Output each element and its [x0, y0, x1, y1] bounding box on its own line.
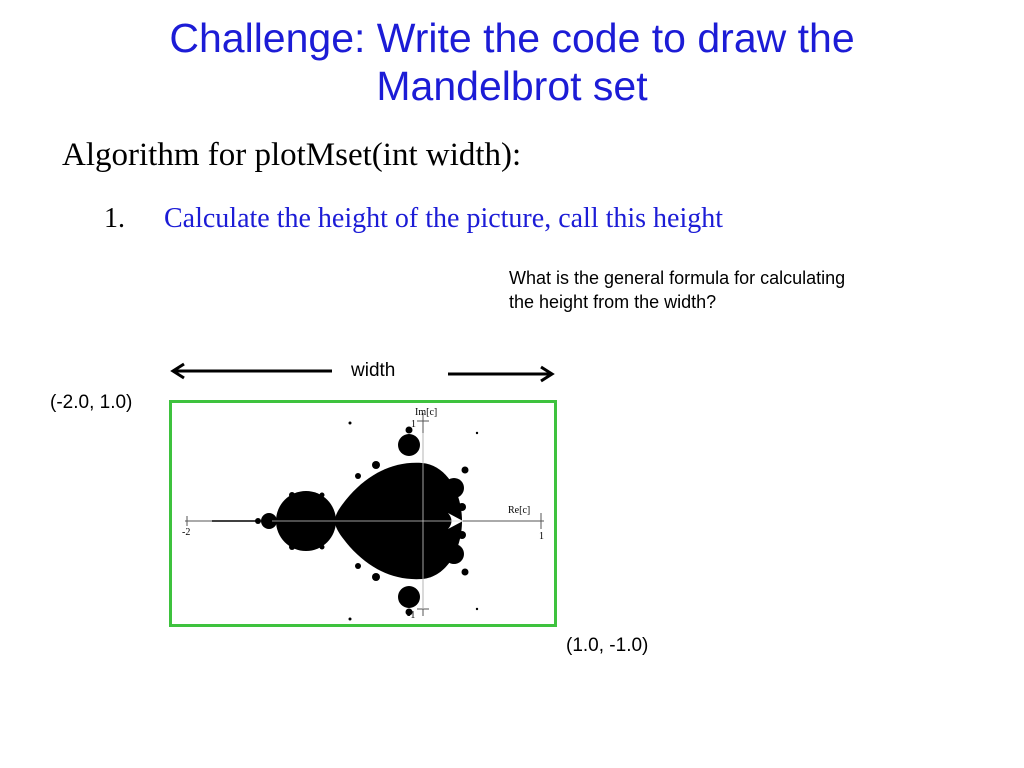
tick-label-y-bottom: -1	[407, 610, 416, 621]
mandelbrot-frame	[169, 400, 557, 627]
tick-label-x-right: 1	[539, 531, 544, 542]
imag-axis-label: Im[c]	[415, 407, 438, 418]
real-axis-label: Re[c]	[508, 505, 531, 516]
tick-label-x-left: -2	[182, 527, 191, 538]
width-label: width	[351, 360, 396, 381]
slide-title-line-2: Mandelbrot set	[376, 63, 648, 109]
step-1-number: 1.	[104, 203, 125, 234]
left-width-arrow	[173, 364, 332, 378]
question-line-2: the height from the width?	[509, 292, 717, 312]
right-width-arrow	[448, 367, 552, 381]
tick-label-y-top: 1	[411, 419, 416, 430]
slide-title-line-1: Challenge: Write the code to draw the	[169, 15, 855, 61]
top-left-coordinate: (-2.0, 1.0)	[50, 392, 133, 413]
bottom-right-coordinate: (1.0, -1.0)	[566, 635, 649, 656]
algorithm-heading: Algorithm for plotMset(int width):	[62, 137, 522, 173]
mandelbrot-plot	[172, 403, 554, 624]
step-1-text: Calculate the height of the picture, call this height	[164, 203, 724, 234]
question-line-1: What is the general formula for calculating	[509, 268, 846, 288]
tick-label-x-mid: -1	[299, 527, 308, 538]
